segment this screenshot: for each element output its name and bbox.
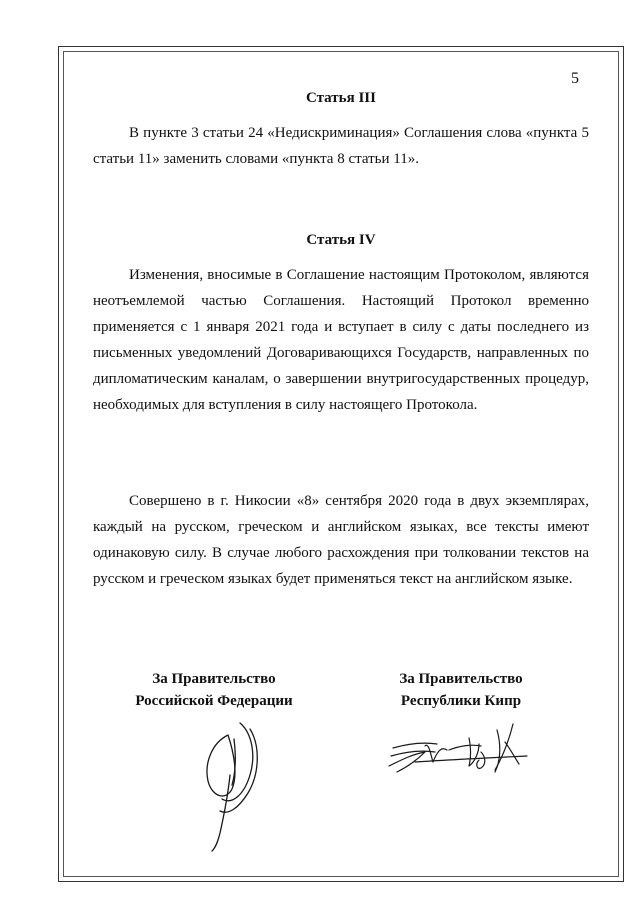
closing-text: Совершено в г. Никосии «8» сентября 2020 года в двух экземплярах, каждый на русском, греческом и английском языках, все тексты имеют одинаковую силу. В случае любого расхождения при толковании текстов на русском и греческом языках будет применяться текст на английском языке. <box>93 493 589 587</box>
signatory-right-title <box>341 668 581 712</box>
article-3-heading: Статья III <box>306 90 376 106</box>
page-border-inner <box>63 51 619 877</box>
article-4-text: Изменения, вносимые в Соглашение настоящим Протоколом, являются неотъемлемой частью Соглашения. Настоящий Протокол временно применяется с 1 января 2021 года и вступает в силу с даты последнего из письменных уведомлений Договаривающихся Государств, направленных по дипломатическим каналам, о завершении внутригосударственных процедур, необходимых для вступления в силу настоящего Протокола. <box>93 267 589 413</box>
signature-right <box>385 722 535 782</box>
signatory-left-line2: Российской Федерации <box>135 693 293 709</box>
article-4-heading: Статья IV <box>306 232 376 248</box>
signatory-left-title <box>94 668 334 712</box>
signatory-right-line2: Республики Кипр <box>400 693 522 709</box>
signatory-right-line1: За Правительство <box>399 671 523 687</box>
signatory-left-line1: За Правительство <box>152 671 276 687</box>
article-3-text: В пункте 3 статьи 24 «Недискриминация» Соглашения слова «пункта 5 статьи 11» заменить словами «пункта 8 статьи 11». <box>93 125 589 167</box>
signature-left <box>190 715 280 855</box>
page-number: 5 <box>571 70 579 87</box>
